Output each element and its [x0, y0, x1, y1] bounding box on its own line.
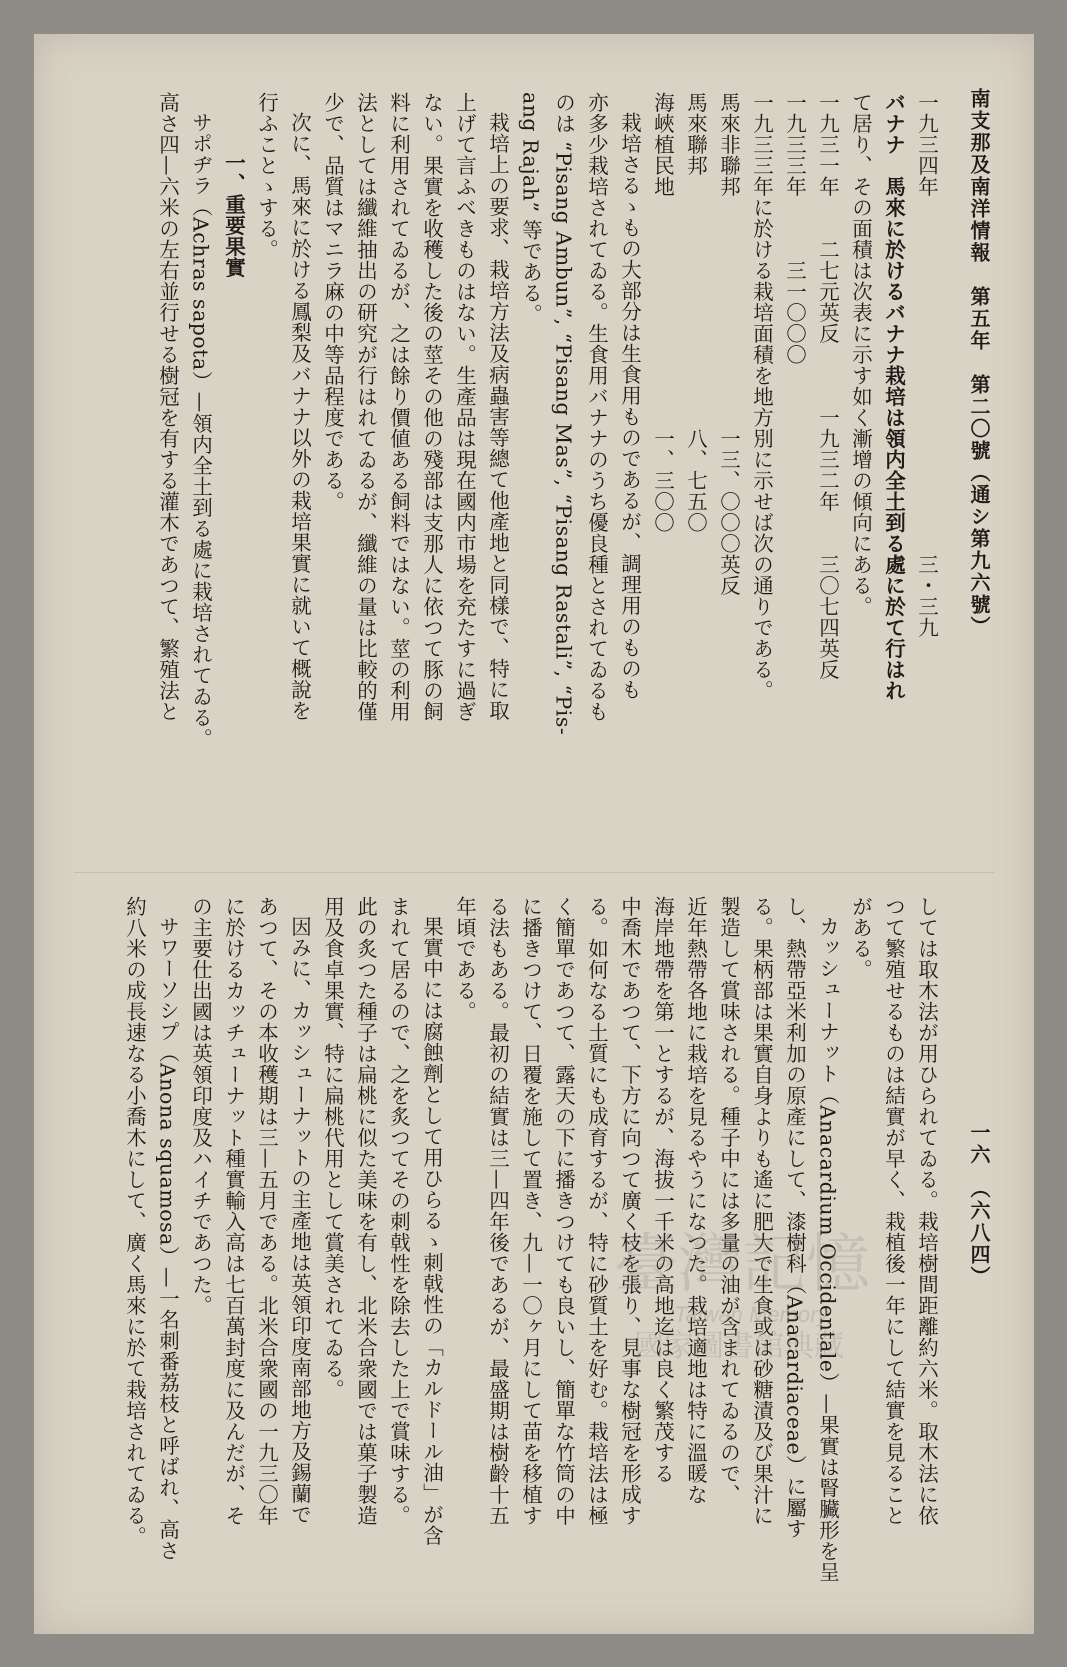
bottom-line: サワーソシプ（Anona squamosa）—一名刺番荔枝と呼ばれ、高さ	[155, 916, 180, 1561]
watermark-logo-icon	[594, 1224, 974, 1364]
top-line: 一九三三年 三一〇〇〇	[782, 92, 807, 365]
top-line: 栽培さるゝもの大部分は生食用ものであるが、調理用のものも	[617, 112, 642, 700]
top-line: 馬來聯邦 八、七五〇	[683, 92, 708, 533]
bottom-line: 製造して賞味される。種子中には多量の油が含まれてゐるので、	[716, 896, 741, 1505]
bottom-line: る法もある。最初の結實は三—四年後であるが、最盛期は樹齡十五	[485, 896, 510, 1526]
svg-text:國家圖書館典藏: 國家圖書館典藏	[634, 1329, 844, 1364]
bottom-line: がある。	[848, 896, 873, 980]
document-page	[34, 34, 1034, 1634]
bottom-line: 年頃である。	[452, 896, 477, 1022]
section-divider	[74, 872, 994, 873]
bottom-line: る。果柄部は果實自身よりも遙に肥大で生食或は砂糖漬及び果汁に	[749, 896, 774, 1526]
top-line: 亦多少栽培されてゐる。生食用バナナのうち優良種とされてゐるも	[584, 92, 609, 722]
bottom-line: しては取木法が用ひられてゐる。栽培樹間距離約六米。取木法に依	[914, 896, 939, 1526]
bottom-line: まれて居るので、之を炙つてその刺戟性を除去した上で賞味する。	[386, 896, 411, 1526]
top-line: ない。果實を收穫した後の莖その他の殘部は支那人に依つて豚の飼	[419, 92, 444, 722]
top-line: 一九三一年 二七元英反 一九三二年 三〇七四英反	[815, 92, 840, 680]
bottom-line: 因みに、カッシューナットの主產地は英領印度南部地方及錫蘭で	[287, 916, 312, 1525]
top-line: バナナ 馬來に於けるバナナ栽培は領内全土到る處に於て行はれ	[881, 92, 906, 701]
bottom-line: に於けるカッチューナット種實輸入高は七百萬封度に及んだが、そ	[221, 896, 246, 1526]
top-line: 行ふことゝする。	[254, 92, 279, 260]
bottom-line: 果實中には腐蝕劑として用ひらるゝ刺戟性の「カルドール油」が含	[419, 916, 444, 1546]
library-watermark	[594, 1224, 974, 1364]
bottom-line: 約八米の成長速なる小喬木にして、廣く馬來に於て栽培されてゐる。	[122, 896, 147, 1547]
bottom-line: し、熱帶亞米利加の原產にして、漆樹科（Anacardiaceae）に屬す	[782, 896, 807, 1540]
bottom-line: 此の炙つた種子は扁桃に似た美味を有し、北米合衆國では菓子製造	[353, 896, 378, 1526]
top-line: 一九三三年に於ける栽培面積を地方別に示せば次の通りである。	[749, 92, 774, 701]
bottom-line: る。如何なる土質にも成育するが、特に砂質土を好む。栽培法は極	[584, 896, 609, 1526]
page-number: 一六 （六八四）	[967, 1122, 991, 1288]
bottom-line: 海岸地帶を第一とするが、海拔一千米の高地迄は良く繁茂する	[650, 896, 675, 1484]
top-line: 少で、品質はマニラ麻の中等品程度である。	[320, 92, 345, 512]
top-line: 高さ四—六米の左右並行せる樹冠を有する灌木であつて、繁殖法と	[155, 92, 180, 722]
bottom-line: カッシューナット（Anacardium Occidentale）—果實は腎臟形を呈	[815, 916, 840, 1583]
bottom-line: の主要仕出國は英領印度及ハイチであつた。	[188, 896, 213, 1316]
top-line: 上げて言ふべきものはない。生產品は現在國内市場を充たすに過ぎ	[452, 92, 477, 722]
top-line: のは “Pisang Ambun”, “Pisang Mas”, “Pisang Rastali”, “Pis-	[551, 92, 576, 736]
top-line: 栽培上の要求、栽培方法及病蟲害等總て他產地と同樣で、特に取	[485, 112, 510, 721]
top-line: サポヂラ（Achras sapota）—領内全土到る處に栽培されてゐる。	[188, 112, 213, 749]
section-heading: 一、重要果實	[221, 152, 246, 278]
top-line: 馬來非聯邦 一三、〇〇〇英反	[716, 92, 741, 596]
top-line: 次に、馬來に於ける鳳梨及バナナ以外の栽培果實に就いて概說を	[287, 112, 312, 721]
svg-text:Taiwan Memory: Taiwan Memory	[674, 1302, 829, 1327]
bottom-line: 用及食卓果實、特に扁桃代用として賞美されてゐる。	[320, 896, 345, 1400]
top-line: 法としては纖維抽出の研究が行はれてゐるが、纖維の量は比較的僅	[353, 92, 378, 722]
journal-header: 南支那及南洋情報 第五年 第二〇號（通シ第九六號）	[967, 88, 991, 638]
bottom-line: つて繁殖せるものは結實が早く、栽植後一年にして結實を見ること	[881, 896, 906, 1526]
bottom-line: あつて、その本收穫期は三—五月である。北米合衆國の一九三〇年	[254, 896, 279, 1526]
top-line: 一九三四年 三・三九	[914, 92, 939, 638]
top-line: 料に利用されてゐるが、之は餘り價値ある飼料ではない。莖の利用	[386, 92, 411, 722]
bottom-line: 中喬木であつて、下方に向つて廣く枝を張り、見事な樹冠を形成す	[617, 896, 642, 1526]
top-line: て居り、その面積は次表に示す如く漸增の傾向にある。	[848, 92, 873, 617]
bottom-line: く簡單であつて、露天の下に播きつけても良いし、簡單な竹筒の中	[551, 896, 576, 1526]
bottom-line: に播きつけて、日覆を施して置き、九—一〇ヶ月にして苗を移植す	[518, 896, 543, 1526]
top-line: 海峽植民地 一、三〇〇	[650, 92, 675, 533]
top-line: ang Rajah” 等である。	[518, 92, 543, 325]
bottom-line: 近年熱帶各地に栽培を見るやうになつた。栽培適地は特に溫暖な	[683, 896, 708, 1505]
svg-text:臺灣記憶: 臺灣記憶	[614, 1228, 870, 1302]
